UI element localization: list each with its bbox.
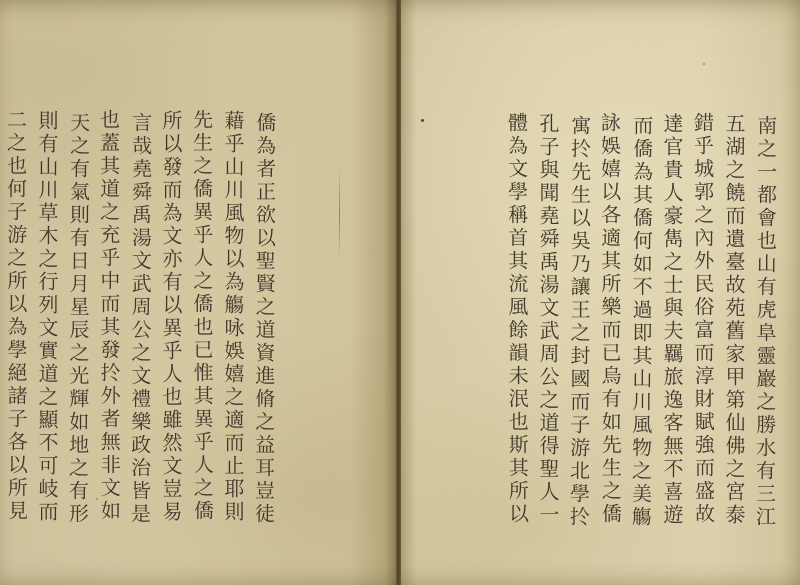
text-column: 藉乎山川風物以為觴咏娛嬉之適而止耶則: [221, 110, 245, 524]
text-column: 詠娛嬉以各適其所樂而已烏有如先生之僑: [597, 111, 623, 527]
paper-speck: [421, 119, 424, 122]
paper-speck: [703, 63, 705, 65]
text-column: 南之一都會也山有虎阜靈巖之勝水有三江: [752, 114, 778, 530]
text-column: 言哉堯舜禹湯文武周公之文禮樂政治皆是: [127, 111, 153, 527]
text-column: 達官貴人豪雋之士與夫羈旅逸客無不喜遊: [660, 113, 684, 527]
text-column: 而僑為其僑何如不過即其山川風物之美觴: [628, 114, 654, 530]
paper-crease: [339, 165, 340, 260]
text-column: 則有山川草木之行列文實道之顯不可岐而: [35, 110, 59, 524]
paper-speck: [96, 498, 98, 500]
text-column: 體為文學稱首其流風餘韻未泯也斯其所以: [504, 111, 530, 527]
text-column: 孔子與聞堯舜禹湯文武周公之道得聖人一: [536, 113, 560, 527]
text-column: 僑為者正欲以聖賢之道資進脩之益耳豈徒: [251, 111, 277, 527]
left-page-text: [0, 110, 279, 570]
left-page: [0, 0, 397, 585]
text-column: 天之有氣則有日月星辰之光輝如地之有形: [65, 111, 91, 527]
text-column: 先生之僑異乎人之僑也已惟其異乎人之僑: [189, 108, 215, 524]
text-column: 二之也何子游之所以為學絕諸子各以所見: [3, 108, 29, 524]
text-column: 五湖之饒而遺臺故苑舊家甲第仙佛之宮泰: [722, 113, 746, 527]
text-column: 所以發而為文亦有以異乎人也雖然文豈易: [159, 110, 183, 524]
text-column: 錯乎城郭之內外民俗富而淳財賦強而盛故: [690, 111, 716, 527]
right-page: [401, 0, 800, 585]
text-column: 也蓋其道之充乎中而其發扵外者無非文如: [96, 108, 122, 524]
right-page-text: [501, 113, 780, 568]
text-column: 寓扵先生以吳乃讓王之封國而子游北學扵: [566, 114, 592, 530]
